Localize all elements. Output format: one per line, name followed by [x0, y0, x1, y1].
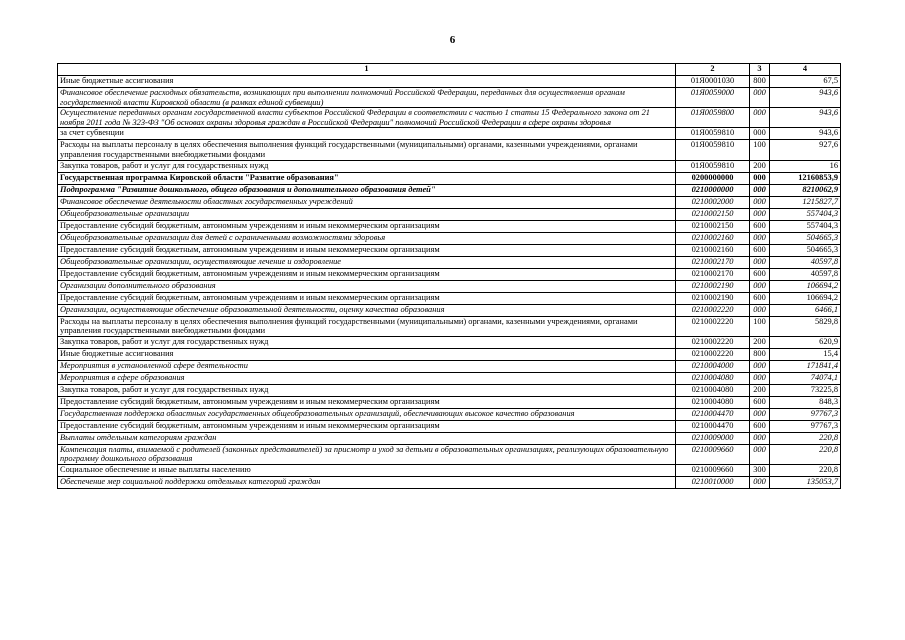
row-kind-cell: 000 [750, 128, 770, 140]
table-row [58, 304, 841, 316]
table-row [58, 408, 841, 420]
row-name-cell: Финансовое обеспечение расходных обязательств, возникающих при выполнении полномочий Российской Федерации, переданных для осуществления органам государственной власти Кировской области (в рамках единой субвенции) [58, 88, 676, 108]
row-kind-cell: 200 [750, 384, 770, 396]
row-amount-cell: 220,8 [770, 432, 841, 444]
row-name-cell: Государственная поддержка областных государственных общеобразовательных организаций, обеспечивающих высокое качество образования [58, 408, 676, 420]
row-code-cell: 0210004080 [676, 396, 750, 408]
row-code-cell: 0210002190 [676, 292, 750, 304]
row-amount-cell: 74074,1 [770, 372, 841, 384]
row-name-cell: Закупка товаров, работ и услуг для государственных нужд [58, 160, 676, 172]
row-name-cell: Обеспечение мер социальной поддержки отдельных категорий граждан [58, 476, 676, 488]
table-row [58, 268, 841, 280]
header-col-amount: 4 [770, 64, 841, 76]
row-name-cell: Предоставление субсидий бюджетным, автономным учреждениям и иным некоммерческим организациям [58, 292, 676, 304]
row-amount-cell: 106694,2 [770, 292, 841, 304]
row-kind-cell: 000 [750, 196, 770, 208]
row-amount-cell: 220,8 [770, 464, 841, 476]
row-amount-cell: 504665,3 [770, 244, 841, 256]
row-kind-cell: 000 [750, 372, 770, 384]
row-amount-cell: 943,6 [770, 108, 841, 128]
row-kind-cell: 000 [750, 432, 770, 444]
row-name-cell: Подпрограмма "Развитие дошкольного, общего образования и дополнительного образования детей" [58, 184, 676, 196]
row-name-cell: Компенсация платы, взимаемой с родителей (законных представителей) за присмотр и уход за детьми в образовательных организациях, реализующих образовательную программу дошкольного образования [58, 444, 676, 464]
row-kind-cell: 000 [750, 444, 770, 464]
row-name-cell: Социальное обеспечение и иные выплаты населению [58, 464, 676, 476]
table-row [58, 232, 841, 244]
row-code-cell: 0210002150 [676, 208, 750, 220]
table-row [58, 256, 841, 268]
row-amount-cell: 557404,3 [770, 208, 841, 220]
header-col-code: 2 [676, 64, 750, 76]
table-row [58, 196, 841, 208]
table-row [58, 220, 841, 232]
row-code-cell: 0200000000 [676, 172, 750, 184]
table-row [58, 160, 841, 172]
row-name-cell: Закупка товаров, работ и услуг для государственных нужд [58, 336, 676, 348]
row-amount-cell: 943,6 [770, 128, 841, 140]
row-name-cell: Организации, осуществляющие обеспечение образовательной деятельности, оценку качества образования [58, 304, 676, 316]
row-amount-cell: 8210062,9 [770, 184, 841, 196]
row-name-cell: Общеобразовательные организации для детей с ограниченными возможностями здоровья [58, 232, 676, 244]
table-row [58, 384, 841, 396]
row-kind-cell: 000 [750, 108, 770, 128]
row-code-cell: 0210002160 [676, 232, 750, 244]
row-name-cell: Организации дополнительного образования [58, 280, 676, 292]
row-name-cell: Закупка товаров, работ и услуг для государственных нужд [58, 384, 676, 396]
row-name-cell: за счет субвенции [58, 128, 676, 140]
header-col-name: 1 [58, 64, 676, 76]
row-kind-cell: 000 [750, 232, 770, 244]
table-row [58, 292, 841, 304]
row-code-cell: 0210010000 [676, 476, 750, 488]
row-kind-cell: 000 [750, 280, 770, 292]
row-code-cell: 0210004470 [676, 408, 750, 420]
row-name-cell: Мероприятия в установленной сфере деятельности [58, 360, 676, 372]
row-kind-cell: 800 [750, 76, 770, 88]
row-amount-cell: 504665,3 [770, 232, 841, 244]
row-kind-cell: 000 [750, 88, 770, 108]
row-name-cell: Предоставление субсидий бюджетным, автономным учреждениям и иным некоммерческим организациям [58, 420, 676, 432]
row-kind-cell: 600 [750, 292, 770, 304]
table-row [58, 280, 841, 292]
table-row [58, 360, 841, 372]
row-kind-cell: 600 [750, 268, 770, 280]
table-row [58, 128, 841, 140]
row-code-cell: 0210004000 [676, 360, 750, 372]
row-code-cell: 0210004470 [676, 420, 750, 432]
row-code-cell: 01Я0059810 [676, 128, 750, 140]
row-amount-cell: 97767,3 [770, 420, 841, 432]
row-amount-cell: 106694,2 [770, 280, 841, 292]
row-name-cell: Общеобразовательные организации [58, 208, 676, 220]
row-code-cell: 0210002170 [676, 268, 750, 280]
row-name-cell: Финансовое обеспечение деятельности областных государственных учреждений [58, 196, 676, 208]
row-name-cell: Общеобразовательные организации, осуществляющие лечение и оздоровление [58, 256, 676, 268]
budget-table [57, 63, 841, 489]
row-name-cell: Предоставление субсидий бюджетным, автономным учреждениям и иным некоммерческим организациям [58, 220, 676, 232]
row-kind-cell: 000 [750, 360, 770, 372]
row-amount-cell: 97767,3 [770, 408, 841, 420]
row-code-cell: 0210002220 [676, 336, 750, 348]
table-row [58, 172, 841, 184]
row-amount-cell: 927,6 [770, 140, 841, 160]
row-kind-cell: 600 [750, 396, 770, 408]
row-amount-cell: 943,6 [770, 88, 841, 108]
table-row [58, 444, 841, 464]
table-row [58, 372, 841, 384]
row-code-cell: 0210009000 [676, 432, 750, 444]
table-row [58, 432, 841, 444]
row-code-cell: 0210002000 [676, 196, 750, 208]
row-kind-cell: 000 [750, 408, 770, 420]
row-amount-cell: 557404,3 [770, 220, 841, 232]
row-code-cell: 01Я0059810 [676, 160, 750, 172]
row-code-cell: 0210002220 [676, 304, 750, 316]
page-number: 6 [449, 34, 456, 46]
row-code-cell: 01Я0059000 [676, 88, 750, 108]
row-name-cell: Расходы на выплаты персоналу в целях обеспечения выполнения функций государственными (муниципальными) органами, казенными учреждениями, органами управления государственными внебюджетными фондами [58, 316, 676, 336]
row-amount-cell: 848,3 [770, 396, 841, 408]
row-amount-cell: 135053,7 [770, 476, 841, 488]
table-row [58, 208, 841, 220]
row-code-cell: 0210002220 [676, 316, 750, 336]
row-kind-cell: 100 [750, 316, 770, 336]
row-name-cell: Предоставление субсидий бюджетным, автономным учреждениям и иным некоммерческим организациям [58, 244, 676, 256]
row-amount-cell: 5829,8 [770, 316, 841, 336]
row-kind-cell: 000 [750, 172, 770, 184]
row-amount-cell: 12160853,9 [770, 172, 841, 184]
row-kind-cell: 200 [750, 160, 770, 172]
row-code-cell: 0210002190 [676, 280, 750, 292]
row-amount-cell: 6466,1 [770, 304, 841, 316]
table-row [58, 316, 841, 336]
row-kind-cell: 000 [750, 184, 770, 196]
row-name-cell: Иные бюджетные ассигнования [58, 76, 676, 88]
table-row [58, 88, 841, 108]
row-kind-cell: 000 [750, 304, 770, 316]
row-kind-cell: 200 [750, 336, 770, 348]
row-code-cell: 0210002150 [676, 220, 750, 232]
row-code-cell: 0210004080 [676, 384, 750, 396]
table-row [58, 184, 841, 196]
row-name-cell: Государственная программа Кировской области "Развитие образования" [58, 172, 676, 184]
row-amount-cell: 15,4 [770, 348, 841, 360]
row-amount-cell: 40597,8 [770, 256, 841, 268]
row-kind-cell: 300 [750, 464, 770, 476]
row-code-cell: 0210002220 [676, 348, 750, 360]
row-amount-cell: 1215827,7 [770, 196, 841, 208]
row-kind-cell: 800 [750, 348, 770, 360]
row-name-cell: Предоставление субсидий бюджетным, автономным учреждениям и иным некоммерческим организациям [58, 396, 676, 408]
row-code-cell: 01Я0001030 [676, 76, 750, 88]
row-kind-cell: 600 [750, 420, 770, 432]
table-row [58, 464, 841, 476]
row-code-cell: 0210009660 [676, 464, 750, 476]
row-name-cell: Осуществление переданных органам государственной власти субъектов Российской Федерации в соответствии с частью 1 статьи 15 Федерального закона от 21 ноября 2011 года № 323-ФЗ "Об основах охраны здоровья граждан в Российской Федерации" полномочий Российской Федерации в сфере охраны здоровья [58, 108, 676, 128]
row-code-cell: 0210004080 [676, 372, 750, 384]
row-kind-cell: 100 [750, 140, 770, 160]
row-amount-cell: 40597,8 [770, 268, 841, 280]
row-name-cell: Иные бюджетные ассигнования [58, 348, 676, 360]
row-amount-cell: 67,5 [770, 76, 841, 88]
row-kind-cell: 000 [750, 208, 770, 220]
row-name-cell: Расходы на выплаты персоналу в целях обеспечения выполнения функций государственными (муниципальными) органами, казенными учреждениями, органами управления государственными внебюджетными фондами [58, 140, 676, 160]
table-row [58, 420, 841, 432]
row-amount-cell: 171841,4 [770, 360, 841, 372]
row-code-cell: 01Я0059810 [676, 140, 750, 160]
row-kind-cell: 000 [750, 256, 770, 268]
row-code-cell: 0210002170 [676, 256, 750, 268]
row-kind-cell: 000 [750, 476, 770, 488]
table-row [58, 108, 841, 128]
row-amount-cell: 73225,8 [770, 384, 841, 396]
row-code-cell: 01Я0059800 [676, 108, 750, 128]
table-row [58, 336, 841, 348]
table-row [58, 396, 841, 408]
header-col-kind: 3 [750, 64, 770, 76]
row-code-cell: 0210000000 [676, 184, 750, 196]
row-amount-cell: 220,8 [770, 444, 841, 464]
row-kind-cell: 600 [750, 244, 770, 256]
row-code-cell: 0210002160 [676, 244, 750, 256]
table-row [58, 348, 841, 360]
table-row [58, 476, 841, 488]
row-name-cell: Выплаты отдельным категориям граждан [58, 432, 676, 444]
table-header-row [58, 64, 841, 76]
row-amount-cell: 16 [770, 160, 841, 172]
table-row [58, 76, 841, 88]
row-kind-cell: 600 [750, 220, 770, 232]
row-code-cell: 0210009660 [676, 444, 750, 464]
row-name-cell: Мероприятия в сфере образования [58, 372, 676, 384]
row-name-cell: Предоставление субсидий бюджетным, автономным учреждениям и иным некоммерческим организациям [58, 268, 676, 280]
row-amount-cell: 620,9 [770, 336, 841, 348]
table-row [58, 244, 841, 256]
table-row [58, 140, 841, 160]
